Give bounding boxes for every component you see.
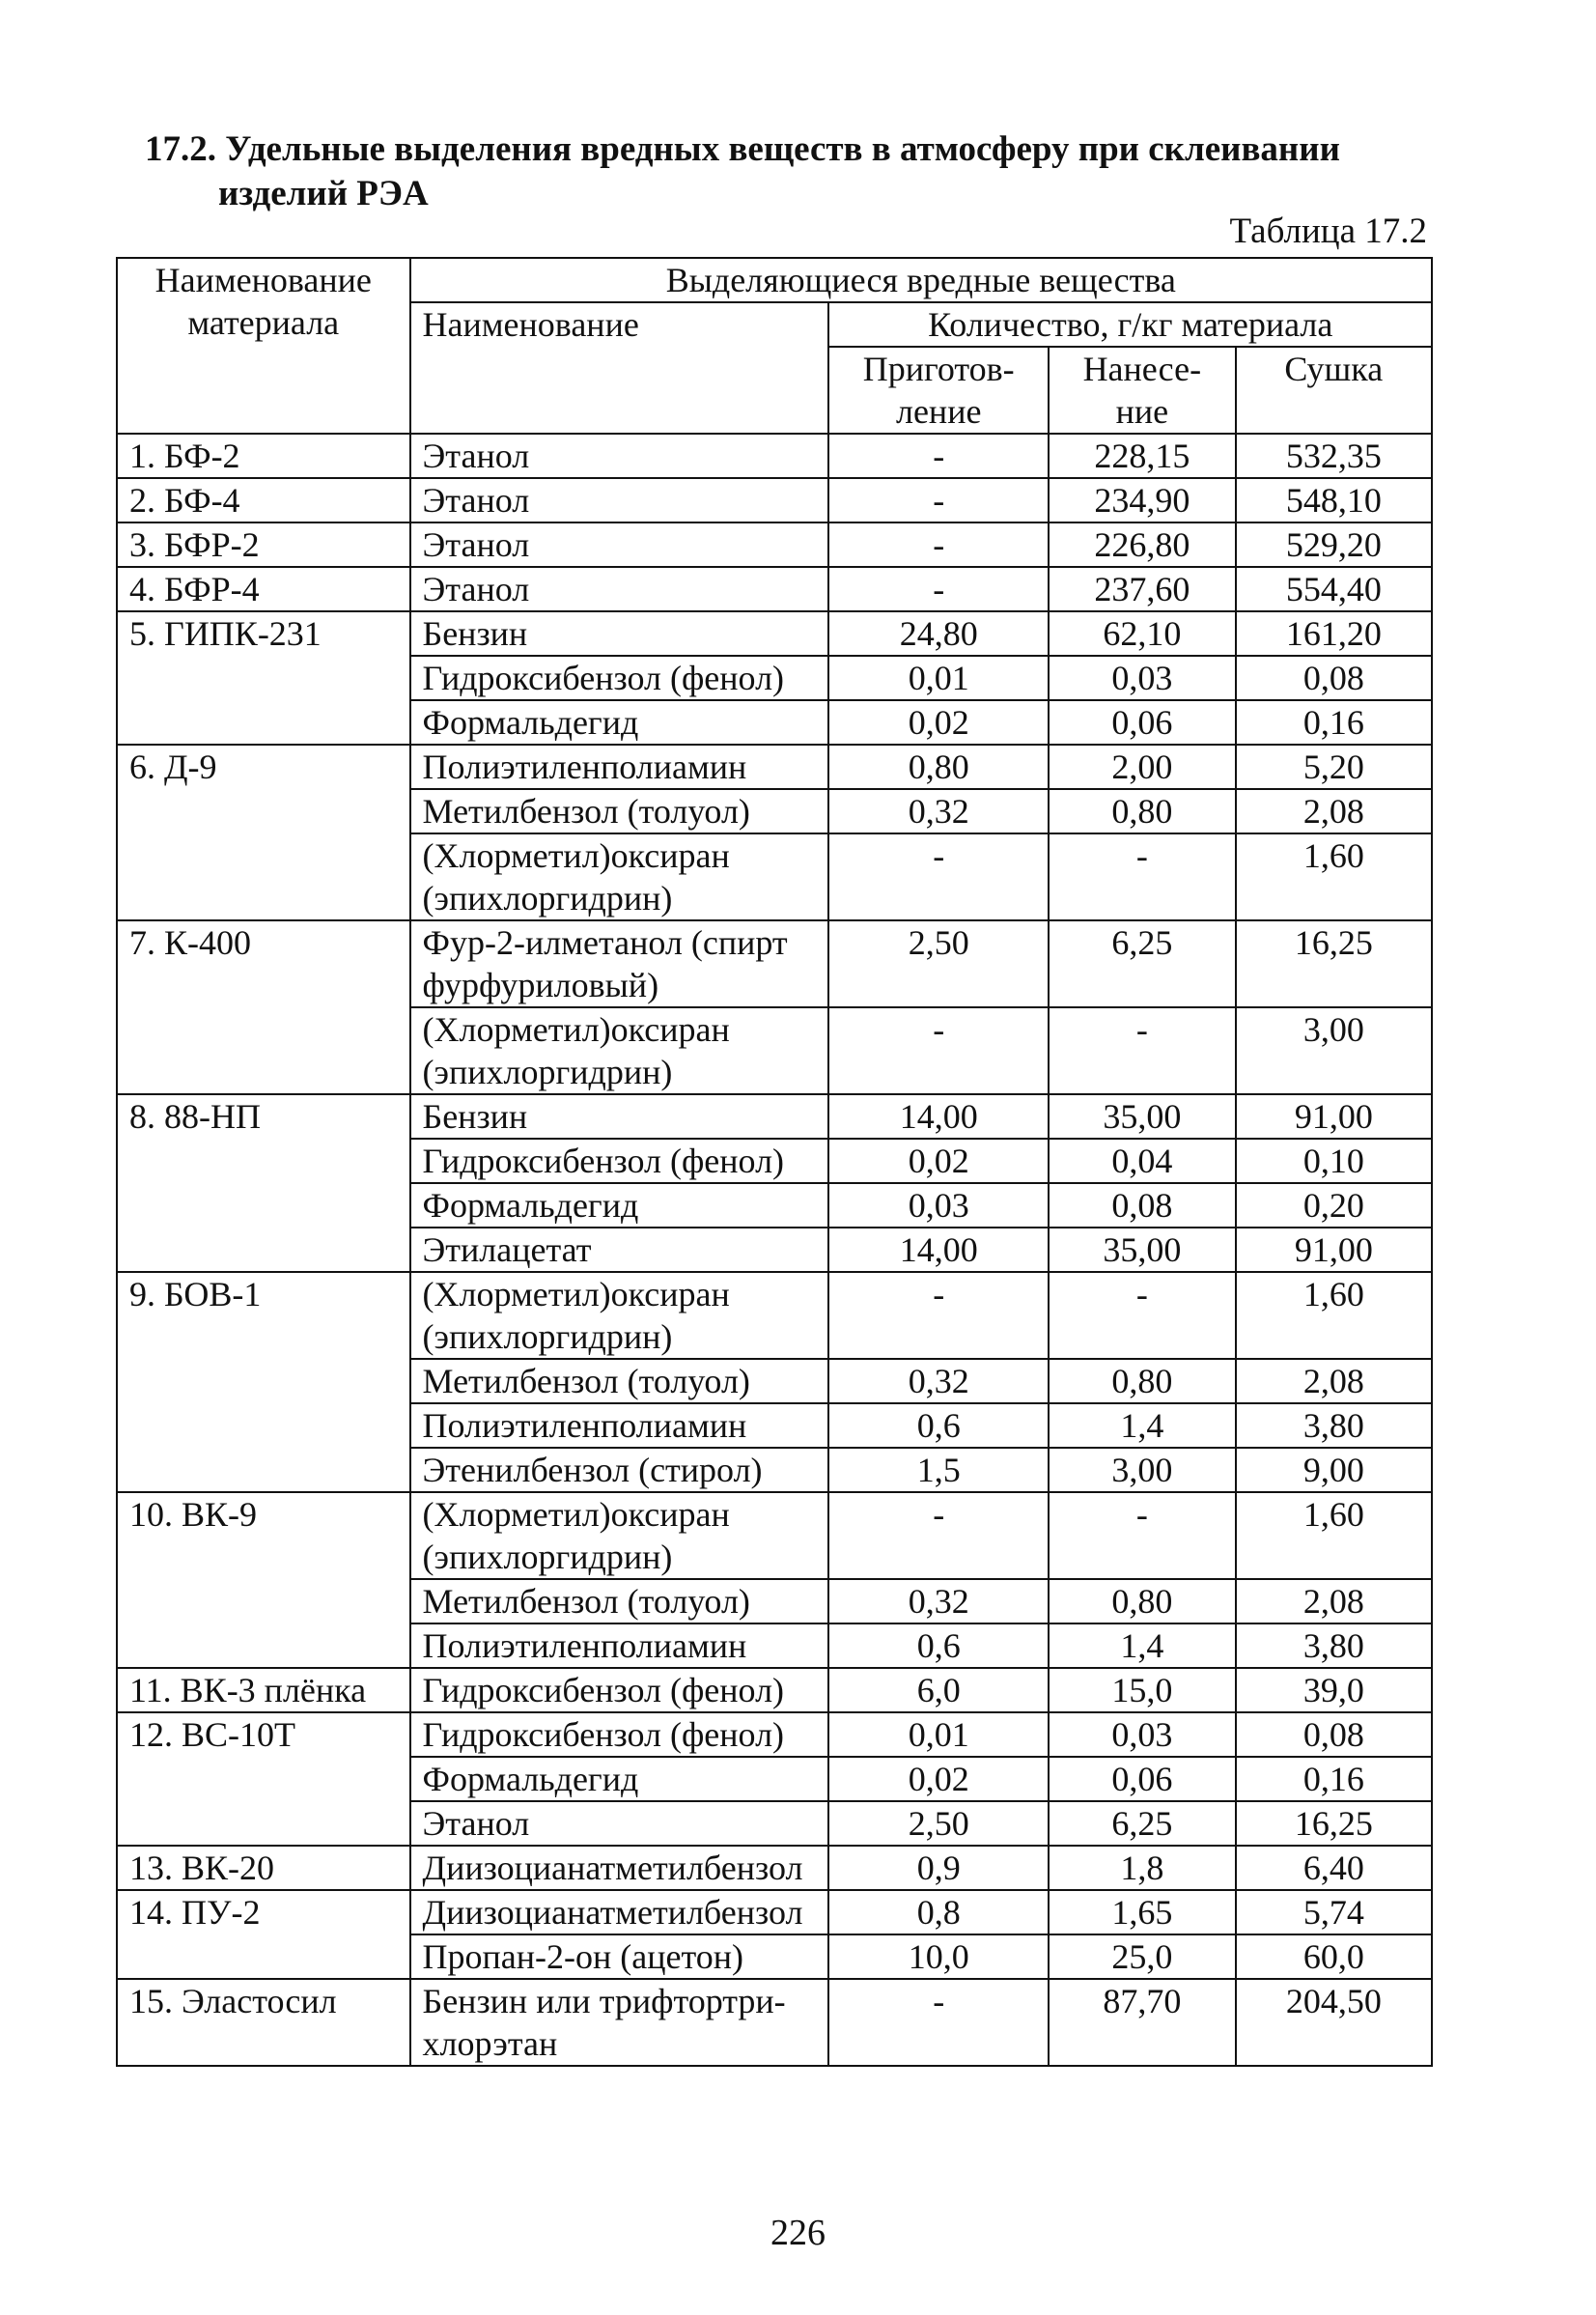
cell-apply: 0,03 bbox=[1049, 1712, 1236, 1757]
cell-apply: 0,06 bbox=[1049, 1757, 1236, 1801]
cell-prep: 10,0 bbox=[828, 1934, 1049, 1979]
cell-prep: 1,5 bbox=[828, 1448, 1049, 1492]
cell-apply: 1,8 bbox=[1049, 1846, 1236, 1890]
cell-apply: - bbox=[1049, 833, 1236, 920]
cell-name: Полиэтиленполиамин bbox=[410, 1623, 829, 1668]
cell-name: Бензин или трифтортри-хлорэтан bbox=[410, 1979, 829, 2066]
cell-dry: 1,60 bbox=[1236, 833, 1432, 920]
table-row bbox=[117, 434, 1432, 478]
cell-prep: 0,02 bbox=[828, 700, 1049, 745]
cell-material: 14. ПУ-2 bbox=[117, 1890, 410, 1979]
cell-apply: 1,4 bbox=[1049, 1623, 1236, 1668]
cell-prep: 0,6 bbox=[828, 1623, 1049, 1668]
cell-apply: - bbox=[1049, 1492, 1236, 1579]
cell-dry: 204,50 bbox=[1236, 1979, 1432, 2066]
cell-dry: 0,16 bbox=[1236, 1757, 1432, 1801]
cell-dry: 9,00 bbox=[1236, 1448, 1432, 1492]
cell-apply: 228,15 bbox=[1049, 434, 1236, 478]
cell-prep: - bbox=[828, 434, 1049, 478]
cell-dry: 60,0 bbox=[1236, 1934, 1432, 1979]
cell-name: (Хлорметил)оксиран (эпихлоргидрин) bbox=[410, 1492, 829, 1579]
cell-dry: 161,20 bbox=[1236, 611, 1432, 656]
table-row bbox=[117, 1272, 1432, 1359]
cell-prep: 0,9 bbox=[828, 1846, 1049, 1890]
cell-name: Этанол bbox=[410, 478, 829, 522]
cell-name: Этанол bbox=[410, 1801, 829, 1846]
cell-apply: 6,25 bbox=[1049, 920, 1236, 1007]
cell-material: 8. 88-НП bbox=[117, 1094, 410, 1272]
cell-prep: 0,80 bbox=[828, 745, 1049, 789]
cell-dry: 91,00 bbox=[1236, 1094, 1432, 1139]
cell-dry: 532,35 bbox=[1236, 434, 1432, 478]
header-material: Наименование материала bbox=[117, 258, 410, 434]
cell-apply: 234,90 bbox=[1049, 478, 1236, 522]
cell-name: Этанол bbox=[410, 567, 829, 611]
cell-apply: 15,0 bbox=[1049, 1668, 1236, 1712]
cell-dry: 0,20 bbox=[1236, 1183, 1432, 1228]
cell-prep: - bbox=[828, 833, 1049, 920]
cell-prep: 0,32 bbox=[828, 789, 1049, 833]
cell-apply: 0,08 bbox=[1049, 1183, 1236, 1228]
table-row bbox=[117, 567, 1432, 611]
table-row bbox=[117, 745, 1432, 789]
table-row bbox=[117, 1094, 1432, 1139]
table-row bbox=[117, 1890, 1432, 1934]
cell-prep: 0,02 bbox=[828, 1757, 1049, 1801]
cell-material: 12. ВС-10Т bbox=[117, 1712, 410, 1846]
cell-apply: 6,25 bbox=[1049, 1801, 1236, 1846]
cell-dry: 3,80 bbox=[1236, 1623, 1432, 1668]
cell-dry: 2,08 bbox=[1236, 789, 1432, 833]
cell-apply: 62,10 bbox=[1049, 611, 1236, 656]
heading-line-1: 17.2. Удельные выделения вредных веществ в атмосферу при склеивании bbox=[145, 129, 1340, 169]
cell-apply: 0,06 bbox=[1049, 700, 1236, 745]
cell-apply: 35,00 bbox=[1049, 1094, 1236, 1139]
cell-dry: 39,0 bbox=[1236, 1668, 1432, 1712]
cell-prep: - bbox=[828, 1272, 1049, 1359]
cell-dry: 548,10 bbox=[1236, 478, 1432, 522]
table-row bbox=[117, 920, 1432, 1007]
table-row bbox=[117, 1712, 1432, 1757]
cell-apply: 0,03 bbox=[1049, 656, 1236, 700]
cell-name: (Хлорметил)оксиран (эпихлоргидрин) bbox=[410, 833, 829, 920]
cell-name: Метилбензол (толуол) bbox=[410, 789, 829, 833]
cell-name: Гидроксибензол (фенол) bbox=[410, 1139, 829, 1183]
cell-apply: 1,4 bbox=[1049, 1403, 1236, 1448]
cell-name: Формальдегид bbox=[410, 700, 829, 745]
cell-prep: - bbox=[828, 478, 1049, 522]
cell-material: 2. БФ-4 bbox=[117, 478, 410, 522]
cell-prep: 0,03 bbox=[828, 1183, 1049, 1228]
cell-prep: - bbox=[828, 1007, 1049, 1094]
cell-name: Этанол bbox=[410, 522, 829, 567]
header-prep: Приготов-ление bbox=[828, 347, 1049, 434]
cell-dry: 0,08 bbox=[1236, 656, 1432, 700]
cell-dry: 554,40 bbox=[1236, 567, 1432, 611]
cell-dry: 2,08 bbox=[1236, 1579, 1432, 1623]
cell-name: Гидроксибензол (фенол) bbox=[410, 656, 829, 700]
cell-prep: 14,00 bbox=[828, 1094, 1049, 1139]
cell-prep: 0,32 bbox=[828, 1359, 1049, 1403]
cell-material: 11. ВК-3 плёнка bbox=[117, 1668, 410, 1712]
cell-apply: 2,00 bbox=[1049, 745, 1236, 789]
cell-name: Формальдегид bbox=[410, 1183, 829, 1228]
cell-prep: 2,50 bbox=[828, 920, 1049, 1007]
cell-name: Пропан-2-он (ацетон) bbox=[410, 1934, 829, 1979]
cell-material: 3. БФР-2 bbox=[117, 522, 410, 567]
cell-name: (Хлорметил)оксиран (эпихлоргидрин) bbox=[410, 1272, 829, 1359]
cell-dry: 3,80 bbox=[1236, 1403, 1432, 1448]
cell-name: Полиэтиленполиамин bbox=[410, 745, 829, 789]
cell-name: Бензин bbox=[410, 611, 829, 656]
cell-dry: 529,20 bbox=[1236, 522, 1432, 567]
cell-name: Метилбензол (толуол) bbox=[410, 1359, 829, 1403]
cell-prep: 24,80 bbox=[828, 611, 1049, 656]
cell-material: 6. Д-9 bbox=[117, 745, 410, 920]
cell-material: 9. БОВ-1 bbox=[117, 1272, 410, 1492]
cell-name: Бензин bbox=[410, 1094, 829, 1139]
table-row bbox=[117, 1979, 1432, 2066]
cell-dry: 2,08 bbox=[1236, 1359, 1432, 1403]
cell-dry: 0,08 bbox=[1236, 1712, 1432, 1757]
cell-apply: 1,65 bbox=[1049, 1890, 1236, 1934]
cell-apply: 237,60 bbox=[1049, 567, 1236, 611]
table-row bbox=[117, 478, 1432, 522]
cell-dry: 16,25 bbox=[1236, 1801, 1432, 1846]
table-row bbox=[117, 1846, 1432, 1890]
cell-dry: 1,60 bbox=[1236, 1492, 1432, 1579]
cell-prep: - bbox=[828, 567, 1049, 611]
cell-dry: 5,74 bbox=[1236, 1890, 1432, 1934]
cell-apply: 35,00 bbox=[1049, 1228, 1236, 1272]
cell-apply: 226,80 bbox=[1049, 522, 1236, 567]
cell-name: (Хлорметил)оксиран (эпихлоргидрин) bbox=[410, 1007, 829, 1094]
cell-material: 5. ГИПК-231 bbox=[117, 611, 410, 745]
cell-dry: 5,20 bbox=[1236, 745, 1432, 789]
header-name: Наименование bbox=[410, 302, 829, 434]
cell-material: 10. ВК-9 bbox=[117, 1492, 410, 1668]
cell-dry: 6,40 bbox=[1236, 1846, 1432, 1890]
cell-dry: 3,00 bbox=[1236, 1007, 1432, 1094]
cell-name: Диизоцианатметилбензол bbox=[410, 1890, 829, 1934]
emissions-table bbox=[116, 257, 1433, 2067]
cell-name: Гидроксибензол (фенол) bbox=[410, 1668, 829, 1712]
cell-prep: 0,6 bbox=[828, 1403, 1049, 1448]
table-row bbox=[117, 1492, 1432, 1579]
cell-dry: 91,00 bbox=[1236, 1228, 1432, 1272]
cell-apply: 0,04 bbox=[1049, 1139, 1236, 1183]
cell-name: Метилбензол (толуол) bbox=[410, 1579, 829, 1623]
cell-name: Полиэтиленполиамин bbox=[410, 1403, 829, 1448]
cell-apply: 3,00 bbox=[1049, 1448, 1236, 1492]
cell-dry: 16,25 bbox=[1236, 920, 1432, 1007]
cell-apply: 0,80 bbox=[1049, 789, 1236, 833]
cell-name: Фур-2-илметанол (спирт фурфуриловый) bbox=[410, 920, 829, 1007]
cell-name: Этилацетат bbox=[410, 1228, 829, 1272]
cell-dry: 0,16 bbox=[1236, 700, 1432, 745]
cell-prep: 0,02 bbox=[828, 1139, 1049, 1183]
table-body bbox=[117, 434, 1432, 2066]
cell-prep: 0,8 bbox=[828, 1890, 1049, 1934]
cell-dry: 0,10 bbox=[1236, 1139, 1432, 1183]
cell-material: 4. БФР-4 bbox=[117, 567, 410, 611]
cell-prep: - bbox=[828, 1979, 1049, 2066]
cell-prep: 0,32 bbox=[828, 1579, 1049, 1623]
table-row bbox=[117, 1668, 1432, 1712]
header-apply: Нанесе-ние bbox=[1049, 347, 1236, 434]
cell-name: Этенилбензол (стирол) bbox=[410, 1448, 829, 1492]
cell-prep: 14,00 bbox=[828, 1228, 1049, 1272]
cell-prep: - bbox=[828, 1492, 1049, 1579]
section-heading bbox=[145, 127, 1439, 216]
table-row bbox=[117, 611, 1432, 656]
header-dry: Сушка bbox=[1236, 347, 1432, 434]
cell-apply: 87,70 bbox=[1049, 1979, 1236, 2066]
cell-apply: 25,0 bbox=[1049, 1934, 1236, 1979]
cell-apply: 0,80 bbox=[1049, 1579, 1236, 1623]
cell-apply: 0,80 bbox=[1049, 1359, 1236, 1403]
cell-apply: - bbox=[1049, 1007, 1236, 1094]
cell-prep: 0,01 bbox=[828, 1712, 1049, 1757]
table-label: Таблица 17.2 bbox=[1229, 212, 1427, 251]
page-number: 226 bbox=[770, 2213, 826, 2253]
cell-name: Этанол bbox=[410, 434, 829, 478]
cell-dry: 1,60 bbox=[1236, 1272, 1432, 1359]
cell-prep: 0,01 bbox=[828, 656, 1049, 700]
header-emitted: Выделяющиеся вредные вещества bbox=[410, 258, 1432, 302]
cell-name: Гидроксибензол (фенол) bbox=[410, 1712, 829, 1757]
cell-prep: 2,50 bbox=[828, 1801, 1049, 1846]
cell-prep: 6,0 bbox=[828, 1668, 1049, 1712]
cell-material: 15. Эластосил bbox=[117, 1979, 410, 2066]
cell-prep: - bbox=[828, 522, 1049, 567]
cell-apply: - bbox=[1049, 1272, 1236, 1359]
table-row bbox=[117, 522, 1432, 567]
header-quantity: Количество, г/кг материала bbox=[828, 302, 1432, 347]
cell-material: 1. БФ-2 bbox=[117, 434, 410, 478]
cell-material: 7. К-400 bbox=[117, 920, 410, 1094]
cell-name: Формальдегид bbox=[410, 1757, 829, 1801]
heading-line-2: изделий РЭА bbox=[218, 174, 429, 213]
cell-name: Диизоцианатметилбензол bbox=[410, 1846, 829, 1890]
cell-material: 13. ВК-20 bbox=[117, 1846, 410, 1890]
